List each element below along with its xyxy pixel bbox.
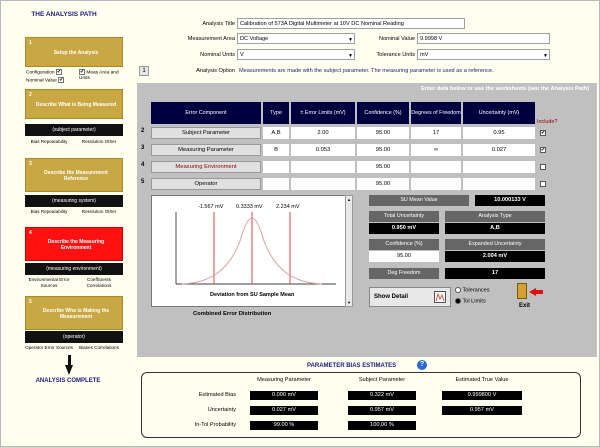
measurement-area-dropdown[interactable] (237, 33, 355, 44)
step-2-subitems (25, 139, 123, 153)
parameter-bias-title: PARAMETER BIAS ESTIMATES (307, 363, 397, 369)
total-uncertainty-label: Total Uncertainty (369, 211, 439, 222)
header-uncertainty: Uncertainty (mV) (463, 102, 535, 124)
meas-area-label: Meas Area and Units (79, 70, 119, 81)
analysis-option-label: Analysis Option (196, 68, 235, 74)
chevron-down-icon: ▼ (543, 53, 548, 59)
col-measuring-parameter: Measuring Parameter (257, 377, 311, 383)
row-number: 2 (141, 128, 145, 134)
measurement-area-value: DC Voltage (240, 36, 269, 42)
su-mean-value: 10.000133 V (475, 195, 545, 206)
graph-scrollbar[interactable] (345, 195, 353, 307)
measuring-bias-value: 0.000 mV (250, 391, 318, 400)
analysis-type-label: Analysis Type (445, 211, 545, 222)
header-confidence: Confidence (%) (357, 102, 409, 124)
meas-area-option[interactable] (79, 69, 123, 81)
meas-area-checkbox[interactable]: ✔ (80, 69, 85, 75)
distribution-curve-svg (152, 196, 348, 306)
row-2-type[interactable]: A,B (263, 127, 289, 139)
step-3-describe-reference[interactable] (25, 158, 123, 192)
step-label: Describe the Measurement Reference (44, 170, 108, 182)
row-3-include-checkbox[interactable]: ✔ (541, 147, 546, 153)
step-label: Describe the Measuring Environment (47, 239, 105, 251)
step-label: Describe What is Being Measured (35, 102, 117, 108)
analysis-path-title: THE ANALYSIS PATH (31, 11, 97, 18)
row-4-limits[interactable] (291, 161, 355, 173)
configuration-label: Configuration (26, 70, 55, 76)
step-4-bar[interactable]: (measuring environment) (25, 263, 123, 275)
confidence-label: Confidence (%) (369, 239, 439, 250)
chart-icon (434, 291, 446, 303)
step-number: 1 (29, 40, 32, 46)
row-2-uncertainty[interactable]: 0.95 (463, 127, 535, 139)
resolution-other-link[interactable]: Resolution Other (81, 139, 117, 144)
nominal-value-checkbox[interactable]: ✔ (59, 77, 64, 83)
header-error-component: Error Component (151, 102, 261, 124)
row-5-dof[interactable] (411, 178, 461, 190)
analysis-type-value: A,B (445, 223, 545, 234)
scroll-down-icon[interactable]: ▼ (347, 300, 351, 305)
resolution-other-link[interactable]: Resolution Other (81, 209, 117, 214)
row-number: 3 (141, 145, 145, 151)
subject-intol-value: 100.00 % (348, 421, 416, 430)
step-2-bar[interactable]: (subject parameter) (25, 124, 123, 136)
row-2-confidence[interactable]: 95.00 (357, 127, 409, 139)
step-5-subitems (25, 345, 123, 359)
row-3-confidence[interactable]: 95.00 (357, 144, 409, 156)
exit-button[interactable] (515, 283, 545, 309)
row-4-confidence[interactable]: 95.00 (357, 161, 409, 173)
chevron-down-icon: ▼ (348, 37, 353, 43)
arrow-shaft (535, 290, 543, 294)
tolerances-radio[interactable] (455, 287, 490, 293)
deg-freedom-value: 17 (445, 268, 545, 279)
su-mean-label: SU Mean Value (369, 195, 469, 206)
row-subject-parameter-button[interactable]: Subject Parameter (151, 127, 261, 139)
row-4-include-checkbox[interactable] (540, 164, 546, 170)
row-in-tol-probability: In-Tol Probability (194, 422, 236, 428)
step-number: 2 (29, 92, 32, 98)
graph-caption: Combined Error Distribution (193, 311, 272, 317)
radio-empty-icon[interactable] (455, 287, 461, 293)
row-5-include-checkbox[interactable] (540, 181, 546, 187)
deg-freedom-label: Deg Freedom (369, 268, 439, 279)
nominal-value-option[interactable] (26, 77, 64, 83)
step-2-describe-measured[interactable] (25, 89, 123, 119)
operator-error-sources-link[interactable]: Operator Error Sources (25, 345, 73, 350)
step-4-subitems (25, 277, 123, 291)
environmental-error-sources-link[interactable]: Environmental Error Sources (28, 277, 70, 288)
tolerance-units-label: Tolerance Units (376, 52, 415, 58)
expanded-uncertainty-label: Expanded Uncertainty (445, 239, 545, 250)
header-error-limits: ± Error Limits (mV) (291, 102, 355, 124)
tolerance-units-dropdown[interactable] (417, 49, 550, 60)
analysis-title-field[interactable]: Calibration of 573A Digital Multimeter at 10V DC Nominal Reading (237, 18, 465, 29)
scroll-up-icon[interactable]: ▲ (347, 197, 351, 202)
nominal-value-field[interactable]: 9.9998 V (417, 33, 550, 44)
row-operator-button[interactable]: Operator (151, 178, 261, 190)
step-number: 4 (29, 230, 32, 236)
true-uncertainty-value: 0.957 mV (442, 406, 522, 415)
configuration-option[interactable] (26, 69, 62, 75)
true-value: 9.999800 V (442, 391, 522, 400)
step-label: Setup the Analysis (53, 50, 99, 56)
tol-limits-label: Tol Limits (462, 298, 486, 305)
row-4-type[interactable] (263, 161, 289, 173)
row-3-limits[interactable]: 0.053 (291, 144, 355, 156)
measurement-area-label: Measurement Area (187, 36, 235, 42)
row-measuring-environment-button[interactable]: Measuring Environment (151, 161, 261, 173)
analysis-title-label: Analysis Title (202, 21, 235, 27)
step-4-describe-environment[interactable] (25, 227, 123, 261)
x-axis-caption: Deviation from SU Sample Mean (210, 292, 295, 298)
radio-selected-icon[interactable] (455, 298, 461, 304)
subject-uncertainty-value: 0.957 mV (348, 406, 416, 415)
header-degrees-of-freedom: Degrees of Freedom (411, 102, 461, 124)
info-icon[interactable]: ? (417, 360, 427, 370)
step-number: 3 (29, 161, 32, 167)
nominal-units-dropdown[interactable] (237, 49, 355, 60)
analysis-option-text: Measurements are made with the subject parameter. The measuring parameter is used as a reference. (239, 68, 494, 74)
error-components-panel (137, 83, 597, 357)
instruction-text: Enter data below or use the worksheets (see the Analysis Path) (421, 86, 589, 92)
step-3-subitems (25, 209, 123, 223)
show-detail-button[interactable] (369, 287, 451, 307)
row-3-uncertainty[interactable]: 0.027 (463, 144, 535, 156)
tolerances-label: Tolerances (462, 287, 490, 294)
col-subject-parameter: Subject Parameter (358, 377, 406, 383)
measuring-uncertainty-value: 0.027 mV (250, 406, 318, 415)
nominal-value-label: Nominal Value (26, 78, 57, 84)
include-label: Include? (537, 119, 558, 125)
step-5-bar[interactable]: (operator) (25, 331, 123, 343)
row-2-include-checkbox[interactable]: ✔ (541, 130, 546, 136)
row-5-type[interactable] (263, 178, 289, 190)
nominal-units-value: V (240, 52, 244, 58)
total-uncertainty-value: 0.950 mV (369, 223, 439, 234)
step-3-bar[interactable]: (measuring system) (25, 195, 123, 207)
row-estimated-bias: Estimated Bias (198, 392, 236, 398)
step-label: Describe Who is Making the Measurement (42, 308, 110, 320)
row-number: 5 (141, 179, 145, 185)
step-1-setup[interactable] (25, 37, 123, 67)
bias-repeatability-link[interactable]: Bias Repeatability (30, 209, 68, 214)
chevron-down-icon: ▼ (348, 53, 353, 59)
analysis-option-button[interactable]: 1 (139, 66, 149, 76)
mean-label: 0.3333 mV (236, 204, 263, 210)
row-5-uncertainty[interactable] (463, 178, 535, 190)
tol-limits-radio[interactable] (455, 298, 486, 304)
row-4-dof[interactable] (411, 161, 461, 173)
biases-correlations-link[interactable]: Biases Correlations (79, 345, 119, 350)
header-type: Type (263, 102, 289, 124)
step-number: 5 (29, 299, 32, 305)
step-1-options (25, 69, 123, 83)
row-3-dof[interactable]: ∞ (411, 144, 461, 156)
exit-label: Exit (519, 303, 531, 309)
nominal-units-label: Nominal Units (200, 52, 235, 58)
row-number: 4 (141, 162, 145, 168)
subject-bias-value: 0.322 mV (348, 391, 416, 400)
coefficients-correlations-link[interactable]: Coefficients Correlations (86, 277, 112, 288)
expanded-uncertainty-value: 2.004 mV (445, 251, 545, 262)
lower-limit-label: -1.567 mV (198, 204, 224, 210)
confidence-input[interactable]: 95.00 (369, 251, 439, 262)
analysis-path-sidebar (3, 3, 133, 446)
analysis-complete-label: ANALYSIS COMPLETE (35, 378, 101, 384)
row-4-uncertainty[interactable] (463, 161, 535, 173)
bias-repeatability-link[interactable]: Bias Repeatability (30, 139, 68, 144)
row-5-confidence[interactable]: 95.00 (357, 178, 409, 190)
error-distribution-graph (151, 195, 349, 307)
upper-limit-label: 2.234 mV (276, 204, 300, 210)
row-3-type[interactable]: B (263, 144, 289, 156)
show-detail-label: Show Detail (374, 294, 409, 300)
parameter-bias-panel (141, 372, 581, 438)
row-2-dof[interactable]: 17 (411, 127, 461, 139)
door-icon (517, 283, 527, 299)
configuration-checkbox[interactable]: ✔ (56, 69, 62, 75)
row-measuring-parameter-button[interactable]: Measuring Parameter (151, 144, 261, 156)
step-5-describe-operator[interactable] (25, 296, 123, 330)
down-arrow-icon (65, 365, 73, 375)
nominal-value-label: Nominal Value (379, 36, 415, 42)
measuring-intol-value: 99.00 % (250, 421, 318, 430)
row-uncertainty: Uncertainty (207, 407, 236, 413)
col-estimated-true-value: Estimated True Value (455, 377, 509, 383)
row-2-limits[interactable]: 2.00 (291, 127, 355, 139)
row-5-limits[interactable] (291, 178, 355, 190)
tolerance-units-value: mV (420, 52, 429, 58)
